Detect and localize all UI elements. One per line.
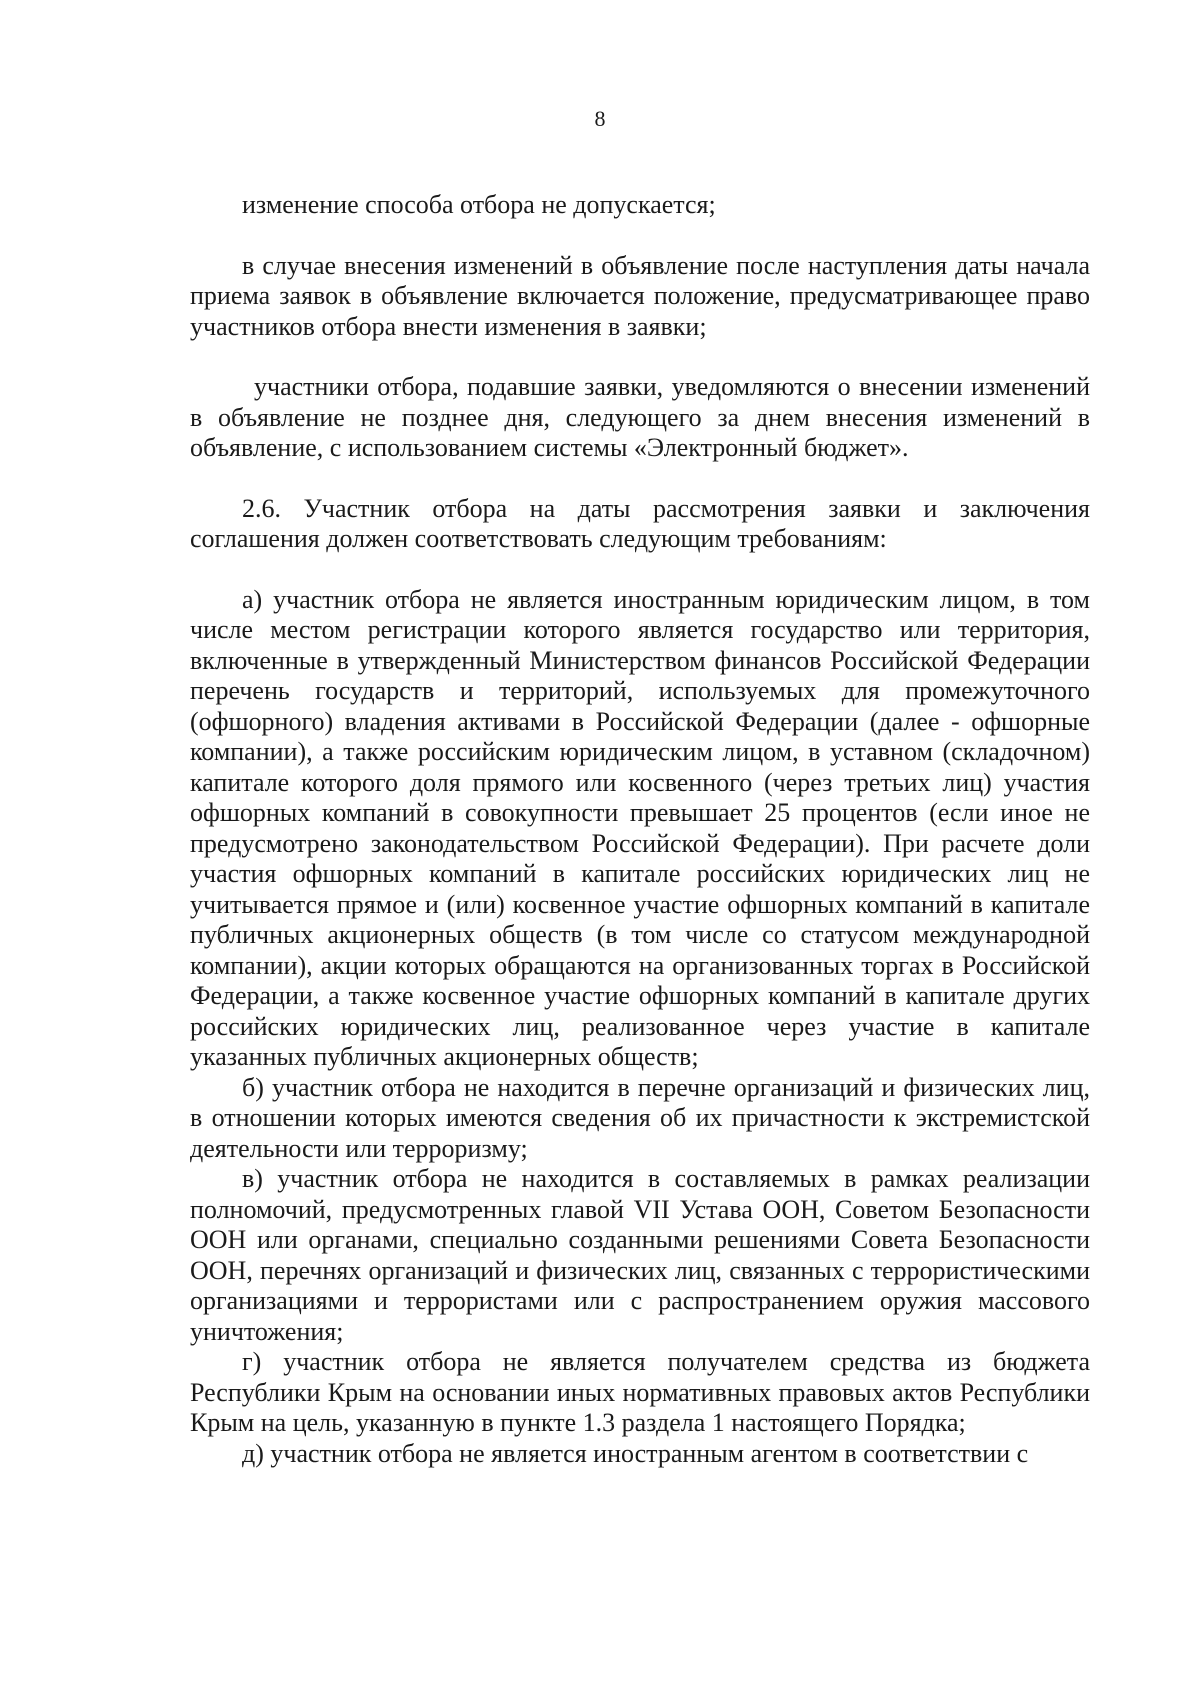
paragraph-requirement-b: б) участник отбора не находится в перечне организаций и физических лиц, в отношении которых имеются сведения об их причастности к экстремистской деятельности или терроризму; xyxy=(190,1072,1090,1163)
paragraph-requirement-a: а) участник отбора не является иностранным юридическим лицом, в том числе местом регистрации которого является государство или территория, включенные в утвержденный Министерством финансов Российской Федерации перечень государств и территорий, используемых для промежуточного (офшорного) владения активами в Российской Федерации (далее - офшорные компании), а также российским юридическим лицом, в уставном (складочном) капитале которого доля прямого или косвенного (через третьих лиц) участия офшорных компаний в совокупности превышает 25 процентов (если иное не предусмотрено законодательством Российской Федерации). При расчете доли участия офшорных компаний в капитале российских юридических лиц не учитывается прямое и (или) косвенное участие офшорных компаний в капитале публичных акционерных обществ (в том числе со статусом международной компании), акции которых обращаются на организованных торгах в Российской Федерации, а также косвенное участие офшорных компаний в капитале других российских юридических лиц, реализованное через участие в капитале указанных публичных акционерных обществ; xyxy=(190,584,1090,1071)
paragraph-requirement-d: д) участник отбора не является иностранным агентом в соответствии с xyxy=(242,1438,1029,1468)
paragraph-participant-notification: участники отбора, подавшие заявки, уведомляются о внесении изменений в объявление не позднее дня, следующего за днем внесения изменений в объявление, с использованием системы «Электронный бюджет». xyxy=(190,372,1090,462)
paragraph-changes-after-start: в случае внесения изменений в объявление после наступления даты начала приема заявок в объявление включается положение, предусматривающее право участников отбора внести изменения в заявки; xyxy=(190,250,1090,341)
page-number: 8 xyxy=(594,106,606,131)
paragraph-selection-method: изменение способа отбора не допускается; xyxy=(242,190,716,219)
paragraph-2-6-requirements: 2.6. Участник отбора на даты рассмотрения заявки и заключения соглашения должен соответствовать следующим требованиям: xyxy=(190,493,1090,553)
paragraph-requirement-g: г) участник отбора не является получателем средства из бюджета Республики Крым на основании иных нормативных правовых актов Республики Крым на цель, указанную в пункте 1.3 раздела 1 настоящего Порядка; xyxy=(190,1347,1090,1437)
document-body xyxy=(190,190,1090,1469)
paragraph-requirement-v: в) участник отбора не находится в составляемых в рамках реализации полномочий, предусмотренных главой VII Устава ООН, Советом Безопасности ООН или органами, специально созданными решениями Совета Безопасности ООН, перечнях организаций и физических лиц, связанных с террористическими организациями и террористами или с распространением оружия массового уничтожения; xyxy=(190,1164,1090,1346)
